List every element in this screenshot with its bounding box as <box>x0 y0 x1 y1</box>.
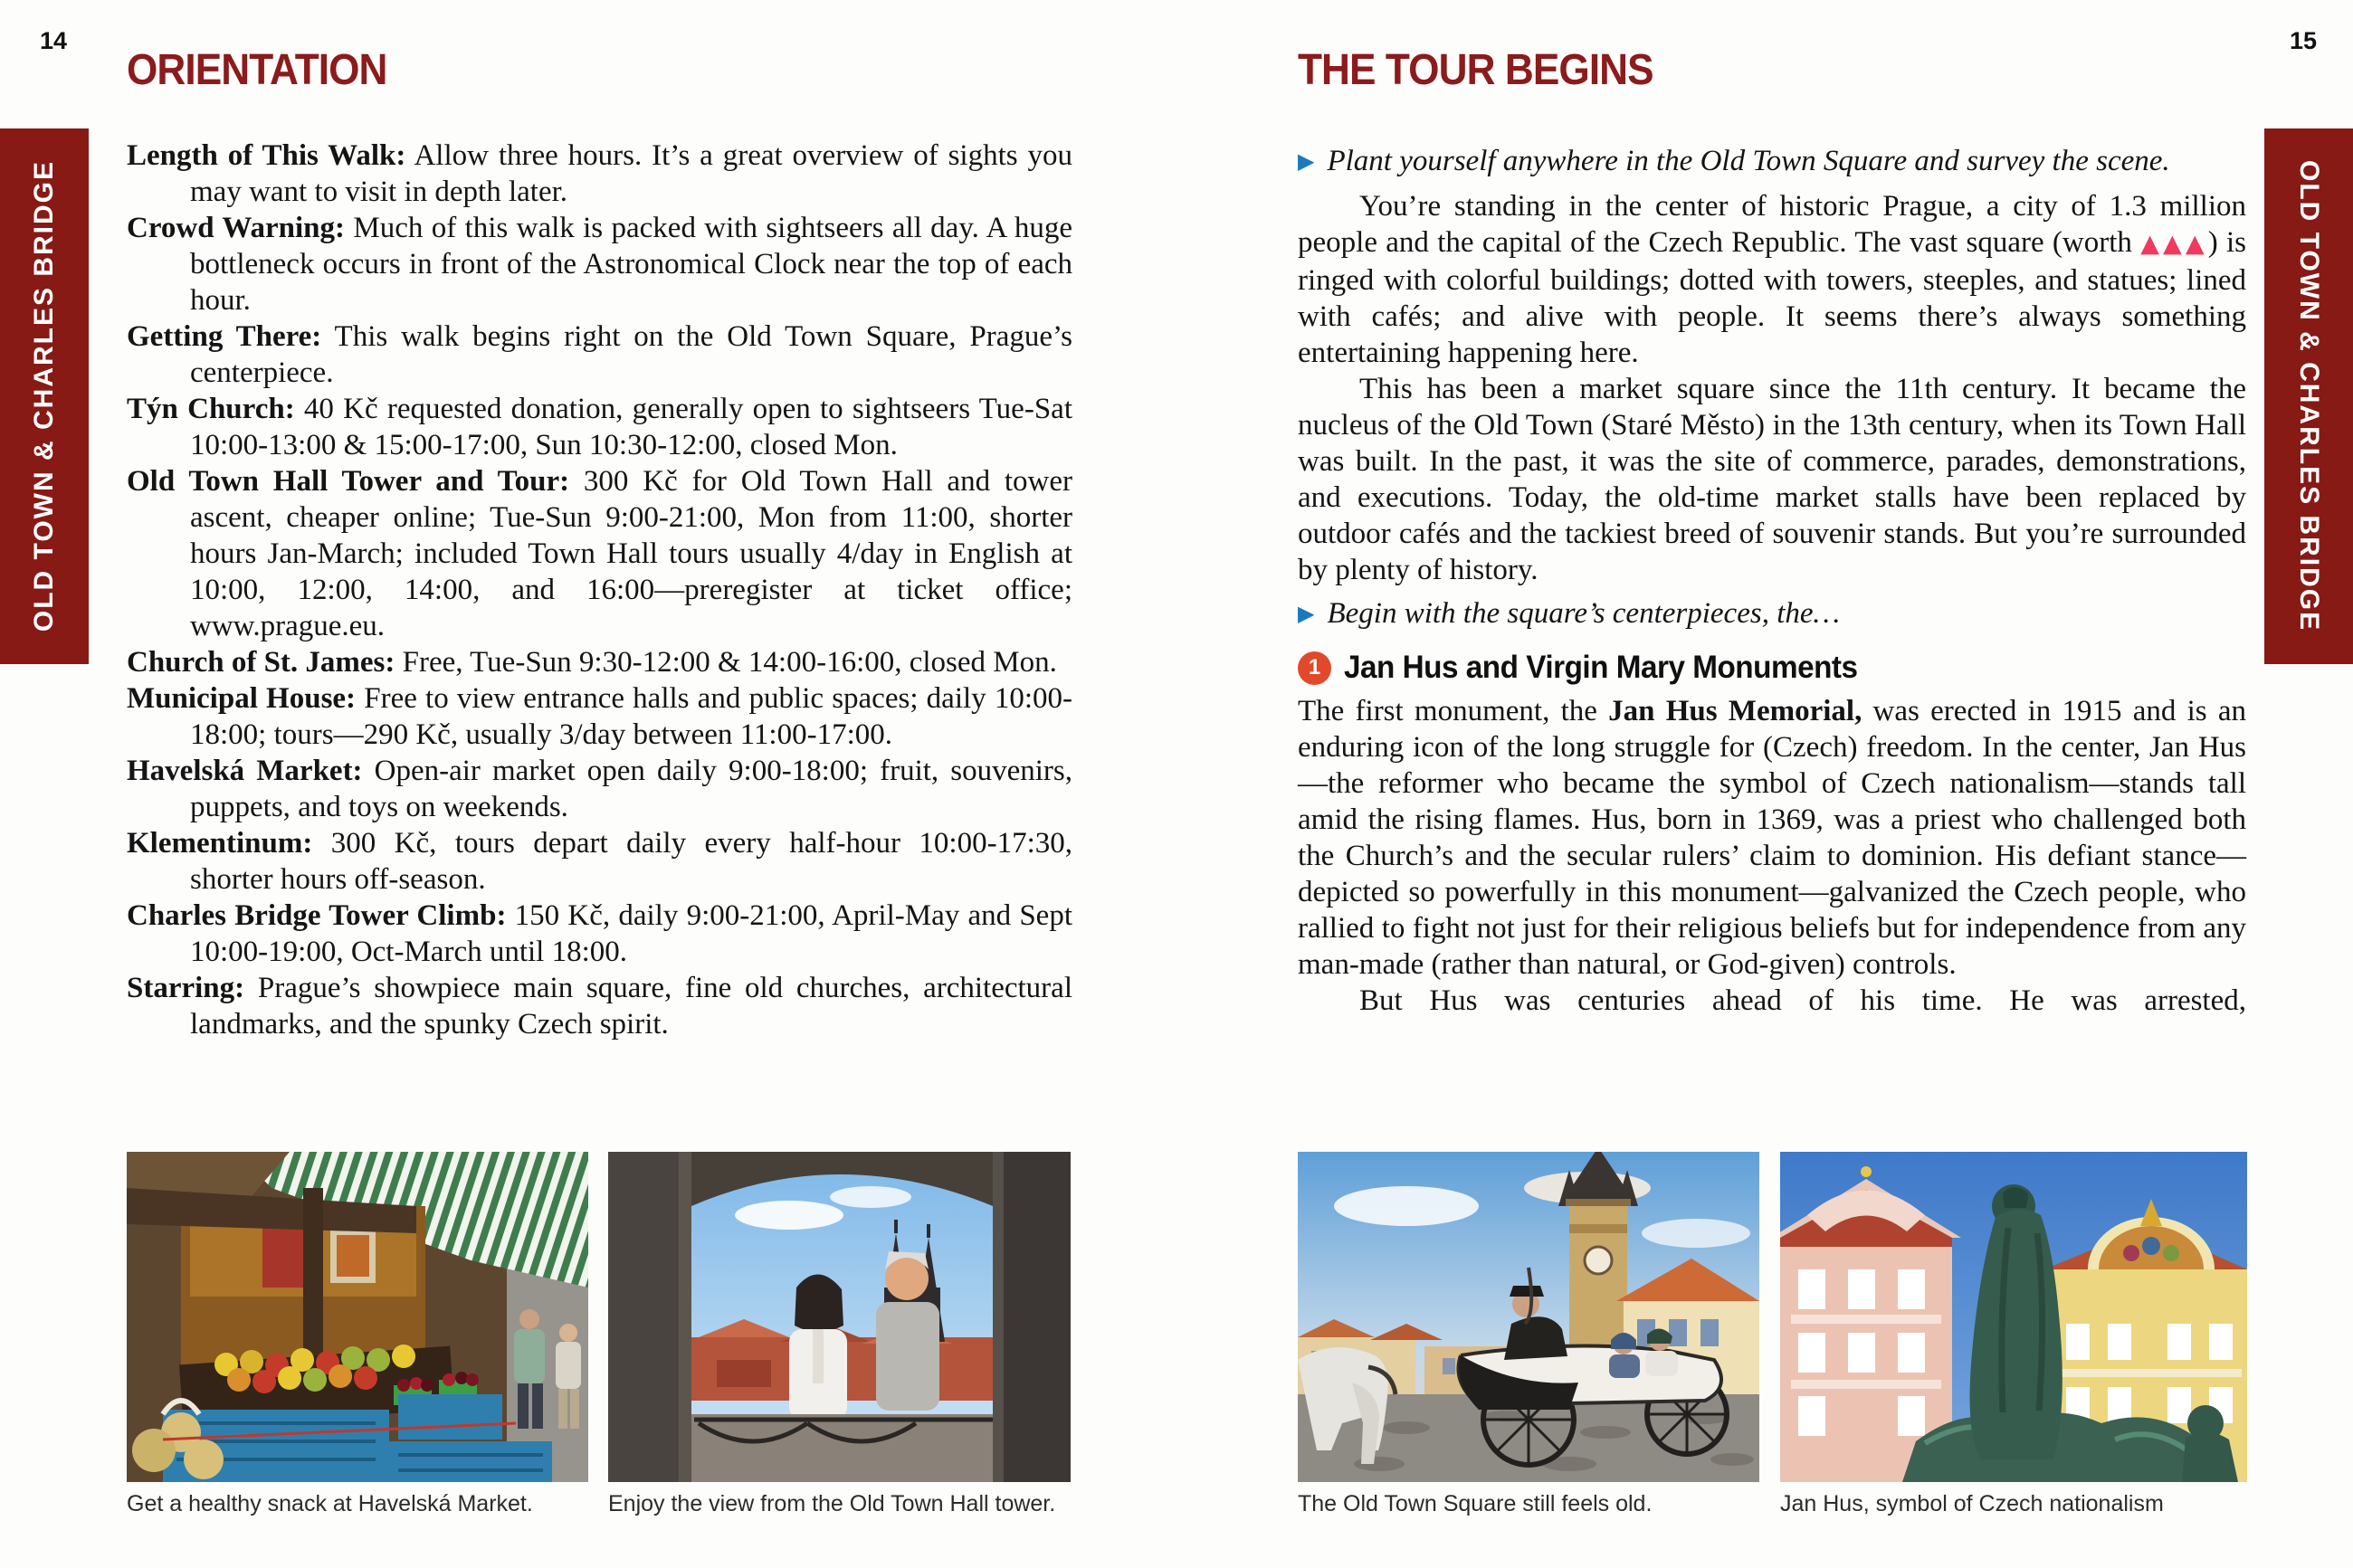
paragraph: The first monument, the Jan Hus Memorial, was erected in 1915 and is an enduring icon of the long struggle for (Czech) freedom. In the center, Jan Hus—the reformer who became the symbol of Czech nationalism—stands tall amid the rising flames. Hus, born in 1369, was a priest who challenged both the Church’s and the secular rulers’ claim to dominion. His defiant stance—depicted so powerfully in this monument—galvanized the Czech people, who rallied to fight not just for their religious beliefs but for independence from any man-made (rather than natural, or God-given) controls. <box>1298 695 2246 981</box>
list-item: Church of St. James: Free, Tue-Sun 9:30-12:00 & 14:00-16:00, closed Mon. <box>127 646 1057 679</box>
sight-title: Jan Hus and Virgin Mary Monuments <box>1344 650 1858 685</box>
photo-caption: The Old Town Square still feels old. <box>1298 1491 1653 1516</box>
chapter-tab-label: OLD TOWN & CHARLES BRIDGE <box>29 160 59 632</box>
tower-view-photo <box>608 1152 1071 1482</box>
tour-text <box>1298 136 2246 1019</box>
list-item: Getting There: This walk begins right on the Old Town Square, Prague’s centerpiece. <box>127 320 1073 389</box>
direction-bullet-icon: ▶ <box>1298 601 1315 626</box>
chapter-tab-right <box>2264 128 2353 664</box>
list-item: Starring: Prague’s showpiece main square, fine old churches, architectural landmarks, and the spunky Czech spirit. <box>127 972 1072 1041</box>
walking-direction: ▶ Begin with the square’s centerpieces, the… <box>1298 597 1840 630</box>
photo-caption: Jan Hus, symbol of Czech nationalism <box>1780 1491 2164 1516</box>
direction-bullet-icon: ▶ <box>1298 148 1315 174</box>
sight-number-badge: 1 <box>1298 651 1331 685</box>
page-title: THE TOUR BEGINS <box>1298 46 1653 94</box>
list-item: Length of This Walk: Allow three hours. It’s a great overview of sights you may want to visit in depth later. <box>127 139 1072 208</box>
jan-hus-illustration <box>1780 1152 2247 1482</box>
carriage-photo <box>1298 1152 1759 1482</box>
carriage-scene-illustration <box>1298 1152 1759 1482</box>
list-item: Havelská Market: Open-air market open daily 9:00-18:00; fruit, souvenirs, puppets, and toys on weekends. <box>127 755 1072 823</box>
page-title: ORIENTATION <box>127 46 387 94</box>
chapter-tab-label: OLD TOWN & CHARLES BRIDGE <box>2294 160 2324 632</box>
list-item: Charles Bridge Tower Climb: 150 Kč, daily 9:00-21:00, April-May and Sept 10:00-19:00, Oct-March until 18:00. <box>127 899 1072 968</box>
list-item: Crowd Warning: Much of this walk is packed with sightseers all day. A huge bottleneck occurs in front of the Astronomical Clock near the top of each hour. <box>127 212 1072 317</box>
list-item: Týn Church: 40 Kč requested donation, generally open to sightseers Tue-Sat 10:00-13:00 & 15:00-17:00, Sun 10:30-12:00, closed Mon. <box>127 393 1072 461</box>
page-number: 15 <box>2289 27 2317 54</box>
walking-direction: ▶ Plant yourself anywhere in the Old Town Square and survey the scene. <box>1298 145 2170 177</box>
photo-caption: Enjoy the view from the Old Town Hall tower. <box>608 1491 1056 1516</box>
sight-heading <box>1298 650 2246 686</box>
paragraph: But Hus was centuries ahead of his time. He was arrested, <box>1359 984 2246 1017</box>
paragraph: This has been a market square since the 11th century. It became the nucleus of the Old Town (Staré Město) in the 13th century, when its Town Hall was built. In the past, it was the site of commerce, parades, demonstrations, and executions. Today, the old-time market stalls have been replaced by outdoor cafés and the tackiest breed of souvenir stands. But you’re surrounded by plenty of history. <box>1298 373 2246 586</box>
paragraph: You’re standing in the center of historic Prague, a city of 1.3 million people and the capital of the Czech Republic. The vast square (worth ▲▲▲) is ringed with colorful buildings; dotted with towers, steeples, and statues; lined with cafés; and alive with people. It seems there’s always something entertaining happening here. <box>1298 190 2247 369</box>
market-scene-illustration <box>127 1152 588 1482</box>
photo-caption: Get a healthy snack at Havelská Market. <box>127 1491 533 1516</box>
list-item: Old Town Hall Tower and Tour: 300 Kč for Old Town Hall and tower ascent, cheaper online; Tue-Sun 9:00-21:00, Mon from 11:00, shorter hours Jan-March; included Town Hall tours usually 4/day in English at 10:00, 12:00, 14:00, and 16:00—preregister at ticket office; www.prague.eu. <box>127 465 1072 642</box>
list-item: Municipal House: Free to view entrance halls and public spaces; daily 10:00-18:00; tours—290 Kč, usually 3/day between 11:00-17:00. <box>127 682 1072 751</box>
orientation-list <box>127 138 1072 1042</box>
jan-hus-photo <box>1780 1152 2247 1482</box>
list-item: Klementinum: 300 Kč, tours depart daily every half-hour 10:00-17:30, shorter hours off-season. <box>127 827 1072 896</box>
rating-triangles-icon: ▲▲▲ <box>2140 230 2208 258</box>
chapter-tab-left <box>0 128 89 664</box>
havelska-market-photo <box>127 1152 588 1482</box>
page-number: 14 <box>40 27 68 54</box>
tower-view-illustration <box>608 1152 1071 1482</box>
